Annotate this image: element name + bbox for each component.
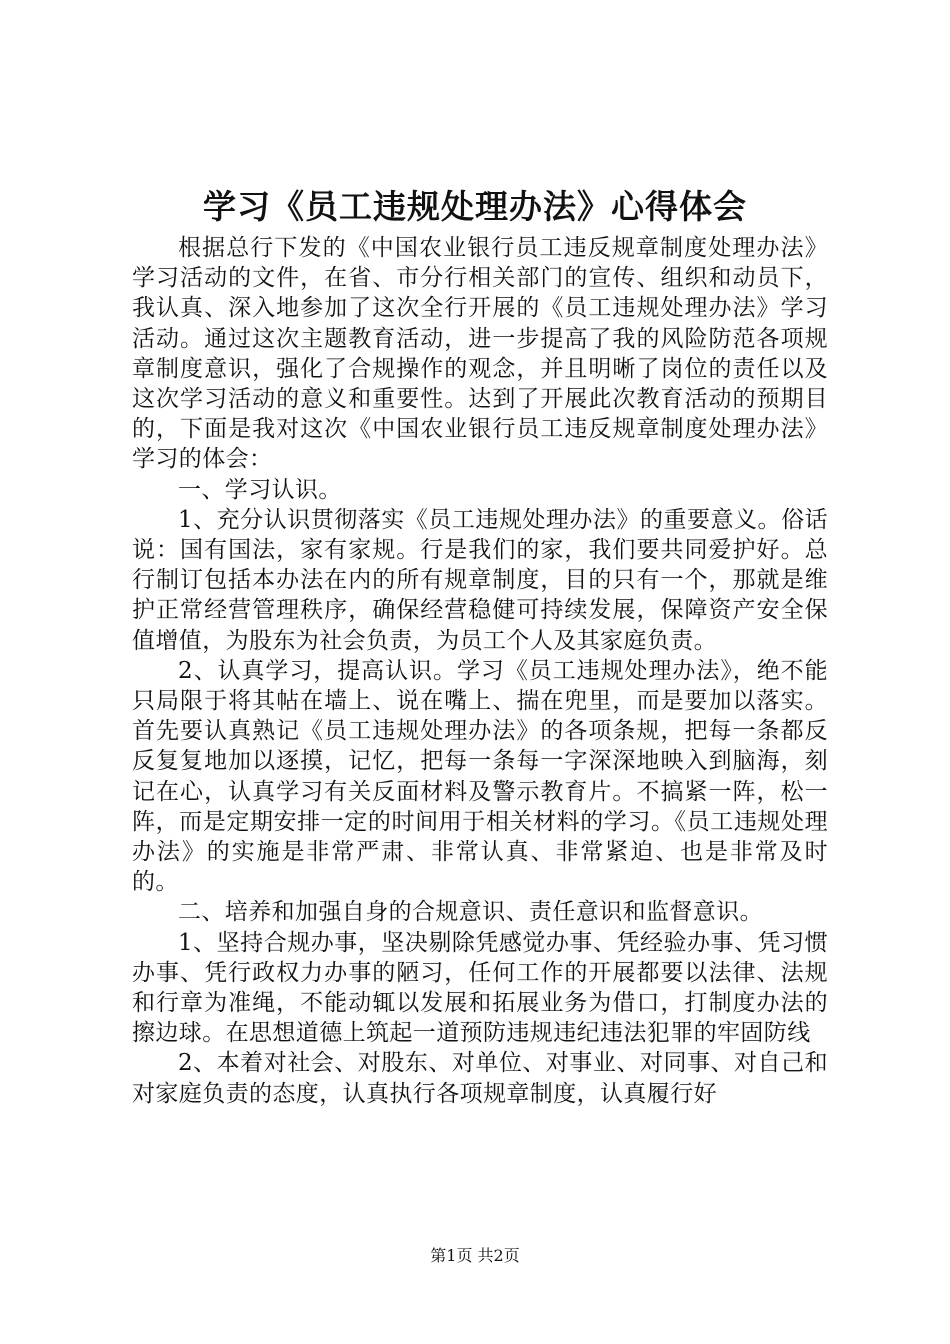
paragraph-awareness-2: 2、本着对社会、对股东、对单位、对事业、对同事、对自己和对家庭负责的态度，认真执行各项规章制度，认真履行好 — [132, 1050, 828, 1107]
paragraph-intro: 根据总行下发的《中国农业银行员工违反规章制度处理办法》学习活动的文件，在省、市分行相关部门的宣传、组织和动员下，我认真、深入地参加了这次全行开展的《员工违规处理办法》学习活动。通过这次主题教育活动，进一步提高了我的风险防范各项规章制度意识，强化了合规操作的观念，并且明晰了岗位的责任以及这次学习活动的意义和重要性。达到了开展此次教育活动的预期目的，下面是我对这次《中国农业银行员工违反规章制度处理办法》学习的体会： — [132, 235, 828, 473]
paragraph-awareness-1: 1、坚持合规办事，坚决剔除凭感觉办事、凭经验办事、凭习惯办事、凭行政权力办事的陋习，任何工作的开展都要以法律、法规和行章为准绳，不能动辄以发展和拓展业务为借口，打制度办法的擦边球。在思想道德上筑起一道预防违规违纪违法犯罪的牢固防线 — [132, 929, 828, 1047]
document-body — [132, 233, 828, 1109]
section-heading-awareness: 二、培养和加强自身的合规意识、责任意识和监督意识。 — [178, 899, 763, 926]
document-title: 学习《员工违规处理办法》心得体会 — [203, 187, 747, 226]
paragraph-learning-2: 2、认真学习，提高认识。学习《员工违规处理办法》，绝不能只局限于将其帖在墙上、说在嘴上、揣在兜里，而是要加以落实。首先要认真熟记《员工违规处理办法》的各项条规，把每一条都反反复复地加以逐摸，记忆，把每一条每一字深深地映入到脑海，刻记在心，认真学习有关反面材料及警示教育片。不搞紧一阵，松一阵，而是定期安排一定的时间用于相关材料的学习。《员工违规处理办法》的实施是非常严肃、非常认真、非常紧迫、也是非常及时的。 — [132, 657, 828, 896]
page-number: 第1页 共2页 — [430, 1246, 520, 1265]
section-heading-learning: 一、学习认识。 — [178, 476, 342, 503]
paragraph-learning-1: 1、充分认识贯彻落实《员工违规处理办法》的重要意义。俗话说：国有国法，家有家规。行是我们的家，我们要共同爱护好。总行制订包括本办法在内的所有规章制度，目的只有一个，那就是维护正常经营管理秩序，确保经营稳健可持续发展，保障资产安全保值增值，为股东为社会负责，为员工个人及其家庭负责。 — [132, 506, 828, 654]
